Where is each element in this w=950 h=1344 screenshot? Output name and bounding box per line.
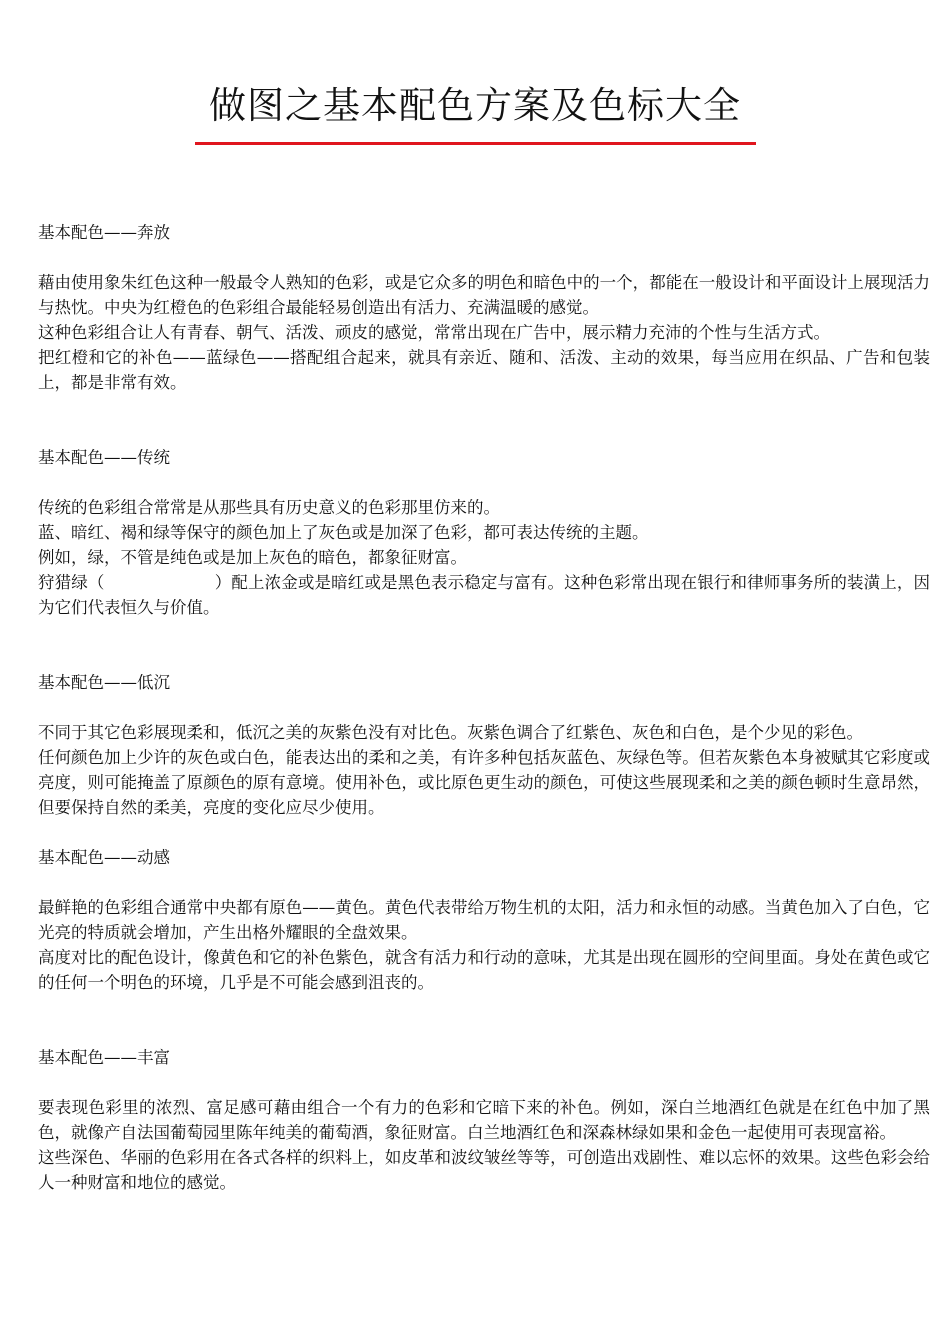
title-underline (195, 142, 756, 145)
paragraph: 高度对比的配色设计，像黄色和它的补色紫色，就含有活力和行动的意味，尤其是出现在圆形的空间里面。身处在黄色或它的任何一个明色的环境，几乎是不可能会感到沮丧的。 (38, 948, 930, 992)
section-heading: 基本配色——奔放 (38, 223, 170, 242)
hunter-green-lead: 狩猎绿（ (38, 573, 105, 592)
section-bold (38, 220, 930, 395)
paragraph: 蓝、暗红、褐和绿等保守的颜色加上了灰色或是加深了色彩，都可表达传统的主题。 (38, 523, 649, 542)
hunter-green-rest: ）配上浓金或是暗红或是黑色表示稳定与富有。这种色彩常出现在银行和律师事务所的装潢上，因为它们代表恒久与价值。 (38, 573, 931, 617)
section-traditional (38, 445, 930, 620)
paragraph: 例如，绿，不管是纯色或是加上灰色的暗色，都象征财富。 (38, 548, 467, 567)
section-dynamic (38, 845, 930, 995)
paragraph: 这些深色、华丽的色彩用在各式各样的织料上，如皮革和波纹皱丝等等，可创造出戏剧性、难以忘怀的效果。这些色彩会给人一种财富和地位的感觉。 (38, 1148, 930, 1192)
document-body (38, 220, 930, 1195)
paragraph-hunter-green (38, 570, 930, 620)
paragraph: 藉由使用象朱红色这种一般最令人熟知的色彩，或是它众多的明色和暗色中的一个，都能在一般设计和平面设计上展现活力与热忱。中央为红橙色的色彩组合最能轻易创造出有活力、充满温暖的感觉。 (38, 273, 930, 317)
color-swatch-placeholder (105, 587, 215, 588)
section-heading: 基本配色——低沉 (38, 673, 170, 692)
paragraph: 把红橙和它的补色——蓝绿色——搭配组合起来，就具有亲近、随和、活泼、主动的效果，每当应用在织品、广告和包装上，都是非常有效。 (38, 348, 930, 392)
paragraph: 传统的色彩组合常常是从那些具有历史意义的色彩那里仿来的。 (38, 498, 500, 517)
section-rich (38, 1045, 930, 1195)
paragraph: 任何颜色加上少许的灰色或白色，能表达出的柔和之美，有许多种包括灰蓝色、灰绿色等。但若灰紫色本身被赋其它彩度或亮度，则可能掩盖了原颜色的原有意境。使用补色，或比原色更生动的颜色，可使这些展现柔和之美的颜色顿时生意昂然，但要保持自然的柔美，亮度的变化应尽少使用。 (38, 748, 930, 817)
paragraph: 最鲜艳的色彩组合通常中央都有原色——黄色。黄色代表带给万物生机的太阳，活力和永恒的动感。当黄色加入了白色，它光亮的特质就会增加，产生出格外耀眼的全盘效果。 (38, 898, 930, 942)
paragraph: 不同于其它色彩展现柔和，低沉之美的灰紫色没有对比色。灰紫色调合了红紫色、灰色和白色，是个少见的彩色。 (38, 723, 863, 742)
page-title: 做图之基本配色方案及色标大全 (209, 84, 741, 127)
section-heading: 基本配色——动感 (38, 848, 170, 867)
paragraph: 要表现色彩里的浓烈、富足感可藉由组合一个有力的色彩和它暗下来的补色。例如，深白兰地酒红色就是在红色中加了黑色，就像产自法国葡萄园里陈年纯美的葡萄酒，象征财富。白兰地酒红色和深森林绿如果和金色一起使用可表现富裕。 (38, 1098, 930, 1142)
paragraph: 这种色彩组合让人有青春、朝气、活泼、顽皮的感觉，常常出现在广告中，展示精力充沛的个性与生活方式。 (38, 323, 830, 342)
section-heading: 基本配色——丰富 (38, 1048, 170, 1067)
section-subdued (38, 670, 930, 820)
section-heading: 基本配色——传统 (38, 448, 170, 467)
